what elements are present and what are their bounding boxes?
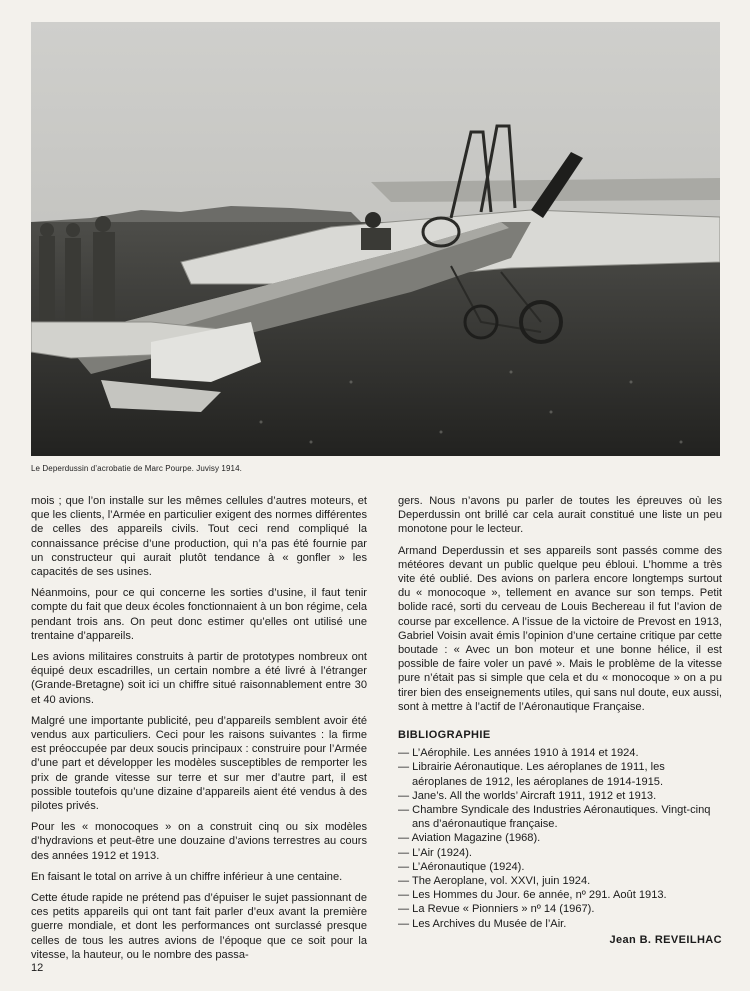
bibliography-item: — La Revue « Pionniers » nº 14 (1967). (398, 903, 595, 916)
paragraph: Néanmoins, pour ce qui concerne les sorties d’usine, il faut tenir compte du fait que deux écoles fonctionnaient à un bon régime, cela pendant trois ans. On peut donc estimer qu’elles ont utilisé une trentaine d’appareils. (31, 587, 367, 642)
left-column (31, 494, 367, 969)
paragraph: gers. Nous n’avons pu parler de toutes les épreuves où les Deperdussin ont brillé car cela aurait constitué une liste un peu monotone pour le lecteur. (398, 495, 722, 536)
paragraph: Pour les « monocoques » on a construit cinq ou six modèles d’hydravions et peut-être une douzaine d’avions terrestres au cours des années 1912 et 1913. (31, 821, 367, 862)
paragraph: En faisant le total on arrive à un chiffre inférieur à une centaine. (31, 870, 343, 883)
bibliography-list (398, 746, 722, 931)
bibliography-item: — Librairie Aéronautique. Les aéroplanes de 1911, les aéroplanes de 1912, les aéroplanes de 1914-1915. (398, 761, 665, 788)
author-signature: Jean B. REVEILHAC (609, 933, 722, 946)
bibliography-item: — Chambre Syndicale des Industries Aéronautiques. Vingt-cinq ans d’aéronautique française. (398, 804, 711, 831)
paragraph: Armand Deperdussin et ses appareils sont passés comme des météores devant un public quelque peu ébloui. L’homme a très vite été oublié. Des avions on parlera encore longtemps surtout du « monocoque », tellement en avance sur son temps. Petit bolide racé, sorti du cerveau de Louis Bechereau il fut l’avion de course par excellence. A l’issue de la victoire de Prevost en 1913, Gabriel Voisin avait émis l’opinion d’une certaine critique par cette boutade : « Avec un bon moteur et une bonne hélice, il est possible de faire voler un pavé ». Mais le problème de la vitesse pure n’était pas si simple que cela et du « monocoque » on a pu tirer bien des enseignements utiles, qui sans nul doute, eux aussi, sont à mettre à l’actif de l’Aéronautique Française. (398, 544, 722, 713)
bibliography-item: — L’Aérophile. Les années 1910 à 1914 et 1924. (398, 747, 639, 760)
page-number: 12 (31, 962, 44, 974)
deperdussin-aircraft-illustration (31, 22, 720, 456)
aircraft-photo (31, 22, 720, 456)
bibliography-item: — Les Archives du Musée de l’Air. (398, 917, 567, 930)
paragraph: mois ; que l’on installe sur les mêmes cellules d’autres moteurs, et que les clients, l’Armée en particulier exigent des normes différentes de celles des appareils civils. Tout ceci rend compliqué la connaissance précise d’une production, qui n’a pas été fournie par un constructeur qui aurait plutôt tendance à « gonfler » les capacités de ses usines. (31, 495, 367, 579)
bibliography-item: — Jane’s. All the worlds’ Aircraft 1911, 1912 et 1913. (398, 789, 657, 802)
bibliography-item: — L’Aéronautique (1924). (398, 860, 525, 873)
paragraph: Cette étude rapide ne prétend pas d’épuiser le sujet passionnant de ces petits appareils qui ont tant fait parler d’eux avant la première guerre mondiale, et dont les performances ont surclassé presque celles de tous les autres avions de l’époque que ce soit pour la vitesse, la hauteur, ou le nombre des passa- (31, 892, 367, 961)
paragraph: Malgré une importante publicité, peu d’appareils semblent avoir été vendus aux particuliers. Ceci pour les raisons suivantes : la firme est préoccupée par deux soucis principaux : construire pour l’Armée d’une part et développer les modèles susceptibles de remporter les prix de grande vitesse sur terre et sur mer d’autre part, il est possible toutefois qu’une dizaine d’appareils aient été vendus à des pilotes privés. (31, 714, 367, 813)
bibliography-item: — L’Air (1924). (398, 846, 472, 859)
bibliography-item: — Les Hommes du Jour. 6e année, nº 291. Août 1913. (398, 889, 667, 902)
photo-caption: Le Deperdussin d’acrobatie de Marc Pourpe. Juvisy 1914. (31, 464, 242, 473)
right-column (398, 494, 722, 947)
bibliography-item: — Aviation Magazine (1968). (398, 832, 541, 845)
bibliography-heading: BIBLIOGRAPHIE (398, 729, 491, 742)
paragraph: Les avions militaires construits à partir de prototypes nombreux ont équipé deux escadrilles, un certain nombre a été livré à l’étranger (Grande-Bretagne) soit ici un chiffre situé raisonnablement entre 30 et 40 avions. (31, 651, 367, 706)
bibliography-item: — The Aeroplane, vol. XXVI, juin 1924. (398, 875, 591, 888)
